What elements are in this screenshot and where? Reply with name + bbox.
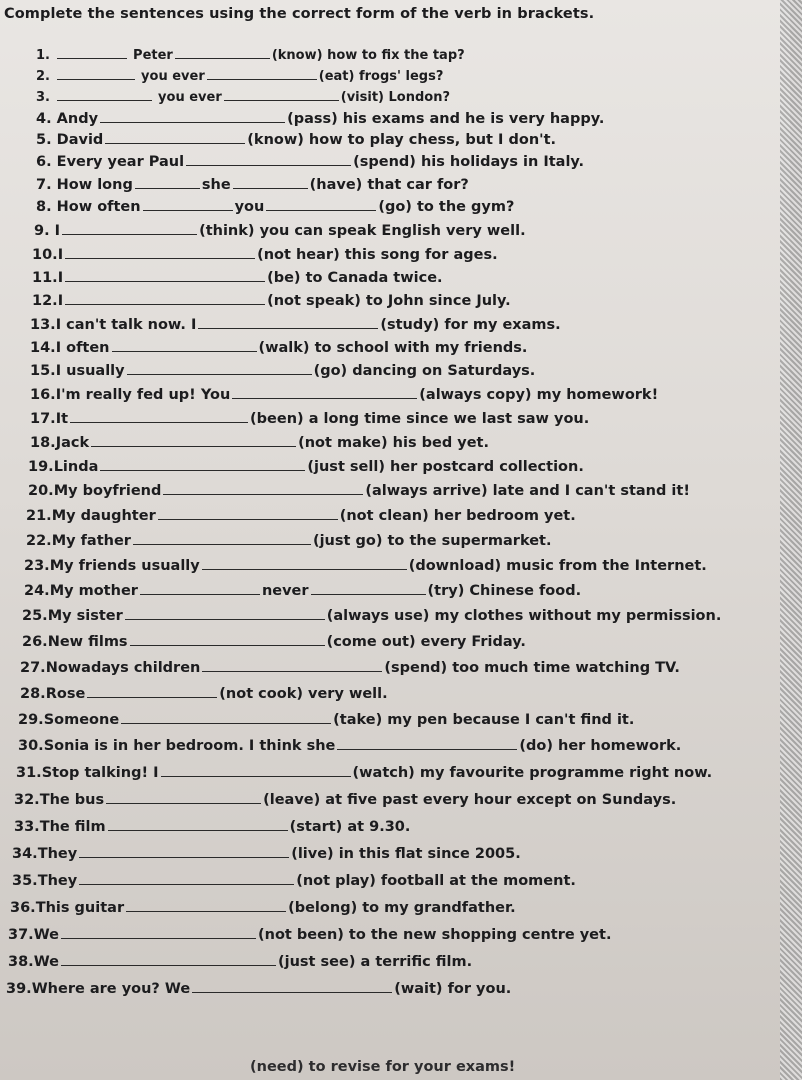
answer-blank[interactable] — [133, 532, 311, 545]
exercise-item: 6. Every year Paul (spend) his holidays in Italy. — [36, 154, 585, 170]
exercise-item: 28.Rose (not cook) very well. — [20, 686, 388, 702]
exercise-item: 37.We (not been) to the new shopping centre yet. — [8, 927, 612, 943]
exercise-item: 16.I'm really fed up! You (always copy) my homework! — [30, 387, 659, 403]
answer-blank[interactable] — [100, 110, 285, 123]
worksheet-title: Complete the sentences using the correct form of the verb in brackets. — [4, 6, 595, 22]
answer-blank[interactable] — [61, 953, 276, 966]
answer-blank[interactable] — [140, 582, 260, 595]
answer-blank[interactable] — [57, 46, 127, 59]
exercise-item: 2. you ever (eat) frogs' legs? — [36, 69, 444, 84]
answer-blank[interactable] — [266, 198, 376, 211]
exercise-item: 12.I (not speak) to John since July. — [32, 293, 511, 309]
answer-blank[interactable] — [126, 899, 286, 912]
answer-blank[interactable] — [130, 633, 325, 646]
answer-blank[interactable] — [57, 88, 152, 101]
answer-blank[interactable] — [91, 434, 296, 447]
answer-blank[interactable] — [232, 386, 417, 399]
answer-blank[interactable] — [186, 153, 351, 166]
exercise-item: 31.Stop talking! I (watch) my favourite programme right now. — [16, 765, 713, 781]
answer-blank[interactable] — [100, 458, 305, 471]
exercise-item: 39.Where are you? We (wait) for you. — [6, 981, 512, 997]
exercise-item: 5. David (know) how to play chess, but I don't. — [36, 132, 557, 148]
exercise-item: 27.Nowadays children (spend) too much time watching TV. — [20, 660, 680, 676]
answer-blank[interactable] — [127, 362, 312, 375]
answer-blank[interactable] — [207, 67, 317, 80]
exercise-item: 21.My daughter (not clean) her bedroom yet. — [26, 508, 576, 524]
answer-blank[interactable] — [106, 791, 261, 804]
exercise-item: 17.It (been) a long time since we last saw you. — [30, 411, 590, 427]
exercise-item: 24.My mother never (try) Chinese food. — [24, 583, 582, 599]
exercise-item: 23.My friends usually (download) music from the Internet. — [24, 558, 707, 574]
exercise-item: 29.Someone (take) my pen because I can't find it. — [18, 712, 635, 728]
answer-blank[interactable] — [61, 926, 256, 939]
answer-blank[interactable] — [224, 88, 339, 101]
exercise-item: 13.I can't talk now. I (study) for my exams. — [30, 317, 561, 333]
answer-blank[interactable] — [70, 410, 248, 423]
answer-blank[interactable] — [163, 482, 363, 495]
answer-blank[interactable] — [175, 46, 270, 59]
answer-blank[interactable] — [108, 818, 288, 831]
exercise-item: 30.Sonia is in her bedroom. I think she (do) her homework. — [18, 738, 682, 754]
answer-blank[interactable] — [161, 764, 351, 777]
exercise-item: 26.New films (come out) every Friday. — [22, 634, 526, 650]
answer-blank[interactable] — [198, 316, 378, 329]
exercise-item: 36.This guitar (belong) to my grandfather. — [10, 900, 516, 916]
answer-blank[interactable] — [233, 176, 308, 189]
answer-blank[interactable] — [192, 980, 392, 993]
exercise-item: 8. How often you (go) to the gym? — [36, 199, 515, 215]
exercise-item: 35.They (not play) football at the moment. — [12, 873, 576, 889]
exercise-item: 7. How long she (have) that car for? — [36, 177, 469, 193]
exercise-item: 11.I (be) to Canada twice. — [32, 270, 443, 286]
answer-blank[interactable] — [121, 711, 331, 724]
exercise-item: 15.I usually (go) dancing on Saturdays. — [30, 363, 536, 379]
answer-blank[interactable] — [87, 685, 217, 698]
exercise-item: 32.The bus (leave) at five past every hour except on Sundays. — [14, 792, 677, 808]
exercise-item: 33.The film (start) at 9.30. — [14, 819, 411, 835]
exercise-item: 3. you ever (visit) London? — [36, 90, 451, 105]
exercise-item-partial: (need) to revise for your exams! — [250, 1059, 516, 1075]
binding-edge — [780, 0, 802, 1080]
answer-blank[interactable] — [143, 198, 233, 211]
exercise-item: 14.I often (walk) to school with my friends. — [30, 340, 528, 356]
answer-blank[interactable] — [135, 176, 200, 189]
answer-blank[interactable] — [62, 222, 197, 235]
answer-blank[interactable] — [79, 872, 294, 885]
answer-blank[interactable] — [79, 845, 289, 858]
exercise-item: 18.Jack (not make) his bed yet. — [30, 435, 489, 451]
answer-blank[interactable] — [65, 269, 265, 282]
answer-blank[interactable] — [105, 131, 245, 144]
answer-blank[interactable] — [158, 507, 338, 520]
answer-blank[interactable] — [125, 607, 325, 620]
answer-blank[interactable] — [65, 246, 255, 259]
exercise-item: 20.My boyfriend (always arrive) late and I can't stand it! — [28, 483, 690, 499]
answer-blank[interactable] — [311, 582, 426, 595]
exercise-item: 1. Peter (know) how to fix the tap? — [36, 48, 465, 63]
exercise-item: 34.They (live) in this flat since 2005. — [12, 846, 521, 862]
answer-blank[interactable] — [57, 67, 135, 80]
answer-blank[interactable] — [112, 339, 257, 352]
exercise-item: 9. I (think) you can speak English very well. — [34, 223, 526, 239]
answer-blank[interactable] — [337, 737, 517, 750]
exercise-item: 10.I (not hear) this song for ages. — [32, 247, 498, 263]
exercise-item: 19.Linda (just sell) her postcard collection. — [28, 459, 584, 475]
answer-blank[interactable] — [202, 659, 382, 672]
answer-blank[interactable] — [65, 292, 265, 305]
answer-blank[interactable] — [202, 557, 407, 570]
exercise-item: 22.My father (just go) to the supermarket. — [26, 533, 552, 549]
exercise-item: 25.My sister (always use) my clothes without my permission. — [22, 608, 722, 624]
exercise-item: 4. Andy (pass) his exams and he is very happy. — [36, 111, 605, 127]
exercise-item: 38.We (just see) a terrific film. — [8, 954, 473, 970]
